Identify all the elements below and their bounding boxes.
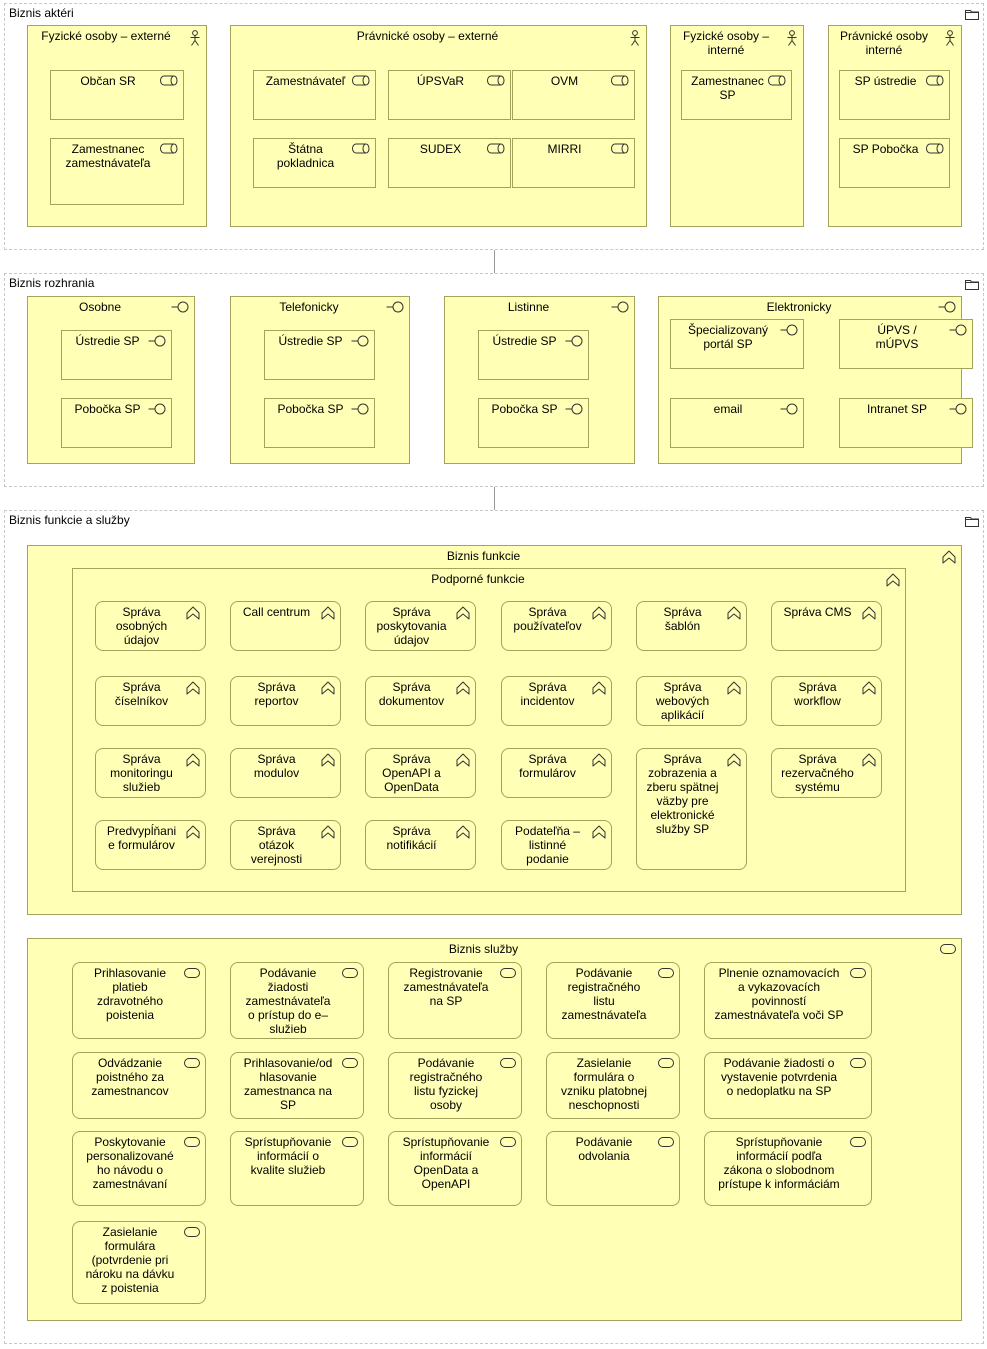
role-item-label: Občan SR (80, 74, 136, 88)
func-icon (456, 606, 470, 623)
role-item-label: Zamestnávateľ (265, 74, 346, 88)
connector-line (494, 487, 495, 510)
service-item-label: Zasielanie formulára (potvrdenie pri nároku na dávku z poistenia (85, 1225, 175, 1295)
function-item-label: Správa formulárov (519, 752, 576, 780)
role-item[interactable] (512, 138, 635, 188)
service-icon (184, 1136, 200, 1150)
group-title-interfaces: Biznis rozhrania (9, 276, 95, 290)
service-icon (940, 943, 956, 957)
service-item-label: Podávanie odvolania (575, 1135, 633, 1163)
iface-icon (171, 301, 189, 316)
iface-icon (949, 403, 967, 418)
role-item[interactable] (388, 138, 511, 188)
interface-group-osobne-label: Osobne (78, 300, 122, 314)
service-item-label: Podávanie registračného listu fyzickej osoby (409, 1056, 483, 1112)
function-item[interactable] (230, 820, 341, 870)
service-item-label: Sprístupňovanie informácií OpenData a OpenAPI (402, 1135, 490, 1191)
service-item-label: Podávanie registračného listu zamestnávateľa (561, 966, 647, 1022)
actor-group-po-ext-label: Právnické osoby – externé (356, 29, 499, 43)
interface-item-label: Pobočka SP (74, 402, 141, 416)
function-item-label: Podateľňa – listinné podanie (515, 824, 580, 866)
func-icon (186, 825, 200, 842)
folder-icon (965, 9, 979, 20)
interface-item[interactable] (670, 319, 804, 369)
service-icon (184, 1057, 200, 1071)
function-item-label: Správa OpenAPI a OpenData (382, 752, 441, 794)
interface-item-label: Ústredie SP (492, 334, 557, 348)
function-item[interactable] (365, 748, 476, 798)
role-item-label: MIRRI (547, 142, 582, 156)
function-item[interactable] (636, 748, 747, 870)
interface-item-label: Ústredie SP (75, 334, 140, 348)
service-item[interactable] (230, 1131, 364, 1206)
service-item-label: Podávanie žiadosti zamestnávateľa o prístup do e– služieb (245, 966, 331, 1036)
func-icon (186, 681, 200, 698)
interface-item-label: Pobočka SP (491, 402, 558, 416)
service-item-label: Podávanie žiadosti o vystavenie potvrdenia o nedoplatku na SP (720, 1056, 838, 1098)
role-item[interactable] (253, 70, 376, 120)
iface-icon (148, 403, 166, 418)
interface-item[interactable] (670, 398, 804, 448)
service-item[interactable] (704, 1131, 872, 1206)
actor-group-fo-int[interactable] (670, 25, 804, 227)
func-icon (456, 825, 470, 842)
role-item[interactable] (50, 70, 184, 120)
actor-icon (944, 30, 956, 49)
connector-line (494, 250, 495, 273)
role-item-label: SP Pobočka (852, 142, 919, 156)
service-item-label: Registrovanie zamestnávateľa na SP (403, 966, 489, 1008)
interface-group-listinne-label: Listinne (507, 300, 550, 314)
func-icon (456, 681, 470, 698)
iface-icon (611, 301, 629, 316)
interface-item-label: Ústredie SP (278, 334, 343, 348)
service-item[interactable] (388, 1052, 522, 1119)
actor-group-po-int[interactable] (828, 25, 962, 227)
service-icon (658, 1057, 674, 1071)
role-icon (611, 75, 629, 89)
function-item-label: Správa modulov (253, 752, 300, 780)
service-item[interactable] (704, 1052, 872, 1119)
role-icon (487, 143, 505, 157)
function-item-label: Správa šablón (663, 605, 702, 633)
interface-item[interactable] (478, 330, 589, 380)
service-item-label: Sprístupňovanie informácií o kvalite služieb (244, 1135, 332, 1177)
iface-icon (780, 403, 798, 418)
interface-item[interactable] (264, 330, 375, 380)
role-icon (352, 75, 370, 89)
func-icon (321, 825, 335, 842)
actor-group-po-ext[interactable] (230, 25, 647, 227)
service-item-label: Prihlasovanie platieb zdravotného poistenia (93, 966, 167, 1022)
function-item[interactable] (230, 748, 341, 798)
func-icon (862, 606, 876, 623)
func-icon (321, 753, 335, 770)
role-item-label: OVM (550, 74, 579, 88)
function-item[interactable] (771, 601, 882, 651)
group-title-functions: Biznis funkcie a služby (9, 513, 130, 527)
role-icon (160, 143, 178, 157)
func-icon (592, 606, 606, 623)
service-item[interactable] (546, 962, 680, 1039)
func-icon (862, 753, 876, 770)
role-icon (487, 75, 505, 89)
iface-icon (565, 403, 583, 418)
function-item[interactable] (365, 601, 476, 651)
role-icon (352, 143, 370, 157)
func-icon (727, 681, 741, 698)
interface-item-label: email (713, 402, 743, 416)
function-item[interactable] (95, 820, 206, 870)
function-item-label: Správa poskytovania údajov (376, 605, 447, 647)
role-item[interactable] (388, 70, 511, 120)
func-icon (942, 550, 956, 567)
iface-icon (780, 324, 798, 339)
service-item[interactable] (72, 962, 206, 1039)
func-icon (886, 573, 900, 590)
service-item-label: Prihlasovanie/od hlasovanie zamestnanca na SP (243, 1056, 333, 1112)
interface-item[interactable] (839, 398, 973, 448)
func-icon (321, 606, 335, 623)
service-item[interactable] (72, 1052, 206, 1119)
function-item-label: Správa osobných údajov (115, 605, 168, 647)
service-item[interactable] (230, 1052, 364, 1119)
folder-icon (965, 279, 979, 290)
function-item[interactable] (501, 601, 612, 651)
function-item-label: Správa incidentov (520, 680, 575, 708)
service-icon (342, 1136, 358, 1150)
iface-icon (386, 301, 404, 316)
function-item[interactable] (501, 820, 612, 870)
role-item-label: SP ústredie (854, 74, 917, 88)
service-item[interactable] (704, 962, 872, 1039)
service-item[interactable] (546, 1052, 680, 1119)
iface-icon (148, 335, 166, 350)
service-icon (500, 967, 516, 981)
function-item-label: Správa zobrazenia a zberu spätnej väzby pre elektronické služby SP (646, 752, 719, 836)
function-item-label: Správa CMS (783, 605, 852, 619)
role-item-label: Zamestnanec SP (691, 74, 764, 102)
iface-icon (351, 335, 369, 350)
interface-item[interactable] (839, 319, 973, 369)
group-title-actors: Biznis aktéri (9, 6, 74, 20)
function-item-label: Správa workflow (794, 680, 841, 708)
function-item[interactable] (365, 676, 476, 726)
interface-group-elektronicky-label: Elektronicky (766, 300, 832, 314)
function-item-label: Správa otázok verejnosti (250, 824, 303, 866)
service-icon (658, 967, 674, 981)
func-icon (592, 825, 606, 842)
interface-item-label: ÚPVS / mÚPVS (875, 323, 919, 351)
function-item-label: Správa notifikácií (386, 824, 437, 852)
service-item[interactable] (388, 962, 522, 1039)
function-item[interactable] (771, 748, 882, 798)
function-item-label: Predvypĺňani e formulárov (106, 824, 177, 852)
service-item[interactable] (546, 1131, 680, 1206)
role-item[interactable] (512, 70, 635, 120)
service-item-label: Poskytovanie personalizované ho návodu o zamestnávaní (86, 1135, 174, 1191)
service-item[interactable] (230, 962, 364, 1039)
service-item-label: Odvádzanie poistného za zamestnancov (91, 1056, 169, 1098)
func-icon (456, 753, 470, 770)
role-item[interactable] (50, 138, 184, 205)
function-item[interactable] (95, 676, 206, 726)
func-icon (592, 681, 606, 698)
function-item[interactable] (501, 748, 612, 798)
func-icon (727, 606, 741, 623)
iface-icon (351, 403, 369, 418)
iface-icon (938, 301, 956, 316)
actor-icon (629, 30, 641, 49)
function-item[interactable] (95, 601, 206, 651)
service-icon (850, 1136, 866, 1150)
service-item[interactable] (72, 1221, 206, 1304)
service-icon (850, 967, 866, 981)
role-item[interactable] (253, 138, 376, 188)
role-item-label: SUDEX (419, 142, 462, 156)
interface-item-label: Intranet SP (866, 402, 928, 416)
function-item[interactable] (230, 676, 341, 726)
role-icon (768, 75, 786, 89)
function-item-label: Call centrum (242, 605, 311, 619)
interface-item[interactable] (61, 398, 172, 448)
interface-group-telefonicky-label: Telefonicky (279, 300, 339, 314)
role-item-label: Štátna pokladnica (276, 142, 335, 170)
service-item-label: Plnenie oznamovacích a vykazovacích povinností zamestnávateľa voči SP (714, 966, 844, 1022)
service-item[interactable] (72, 1131, 206, 1206)
function-item[interactable] (636, 676, 747, 726)
actor-icon (189, 30, 201, 49)
function-item[interactable] (230, 601, 341, 651)
interface-item[interactable] (264, 398, 375, 448)
role-icon (160, 75, 178, 89)
service-icon (850, 1057, 866, 1071)
service-icon (342, 1057, 358, 1071)
function-item-label: Správa číselníkov (114, 680, 169, 708)
actor-group-fo-int-label: Fyzické osoby – interné (682, 29, 770, 57)
function-item-label: Správa dokumentov (378, 680, 445, 708)
interface-item-label: Pobočka SP (277, 402, 344, 416)
function-item[interactable] (501, 676, 612, 726)
function-item-label: Správa webových aplikácií (655, 680, 710, 722)
role-item-label: ÚPSVaR (416, 74, 465, 88)
folder-icon (965, 516, 979, 527)
interface-item[interactable] (478, 398, 589, 448)
func-icon (727, 753, 741, 770)
service-icon (342, 967, 358, 981)
service-icon (658, 1136, 674, 1150)
function-item[interactable] (95, 748, 206, 798)
function-item-label: Správa reportov (254, 680, 299, 708)
functions-container-label: Biznis funkcie (446, 549, 521, 563)
service-icon (184, 1226, 200, 1240)
service-icon (500, 1057, 516, 1071)
support-functions-container-label: Podporné funkcie (431, 572, 525, 586)
service-item-label: Zasielanie formulára o vzniku platobnej neschopnosti (560, 1056, 648, 1112)
service-icon (500, 1136, 516, 1150)
service-icon (184, 967, 200, 981)
role-icon (926, 143, 944, 157)
role-item-label: Zamestnanec zamestnávateľa (65, 142, 151, 170)
role-item[interactable] (681, 70, 792, 120)
function-item[interactable] (365, 820, 476, 870)
function-item-label: Správa rezervačného systému (781, 752, 854, 794)
function-item[interactable] (771, 676, 882, 726)
role-icon (926, 75, 944, 89)
function-item[interactable] (636, 601, 747, 651)
actor-group-po-int-label: Právnické osoby interné (839, 29, 929, 57)
func-icon (592, 753, 606, 770)
role-item[interactable] (839, 138, 950, 188)
actor-group-fo-ext-label: Fyzické osoby – externé (41, 29, 171, 43)
iface-icon (565, 335, 583, 350)
func-icon (186, 606, 200, 623)
iface-icon (949, 324, 967, 339)
service-item-label: Sprístupňovanie informácií podľa zákona o slobodnom prístupe k informáciám (718, 1135, 840, 1191)
role-item[interactable] (839, 70, 950, 120)
actor-icon (786, 30, 798, 49)
service-item[interactable] (388, 1131, 522, 1206)
role-icon (611, 143, 629, 157)
function-item-label: Správa používateľov (513, 605, 582, 633)
interface-item[interactable] (61, 330, 172, 380)
func-icon (321, 681, 335, 698)
interface-item-label: Špecializovaný portál SP (687, 323, 769, 351)
func-icon (186, 753, 200, 770)
func-icon (862, 681, 876, 698)
services-container-label: Biznis služby (448, 942, 519, 956)
function-item-label: Správa monitoringu služieb (110, 752, 173, 794)
